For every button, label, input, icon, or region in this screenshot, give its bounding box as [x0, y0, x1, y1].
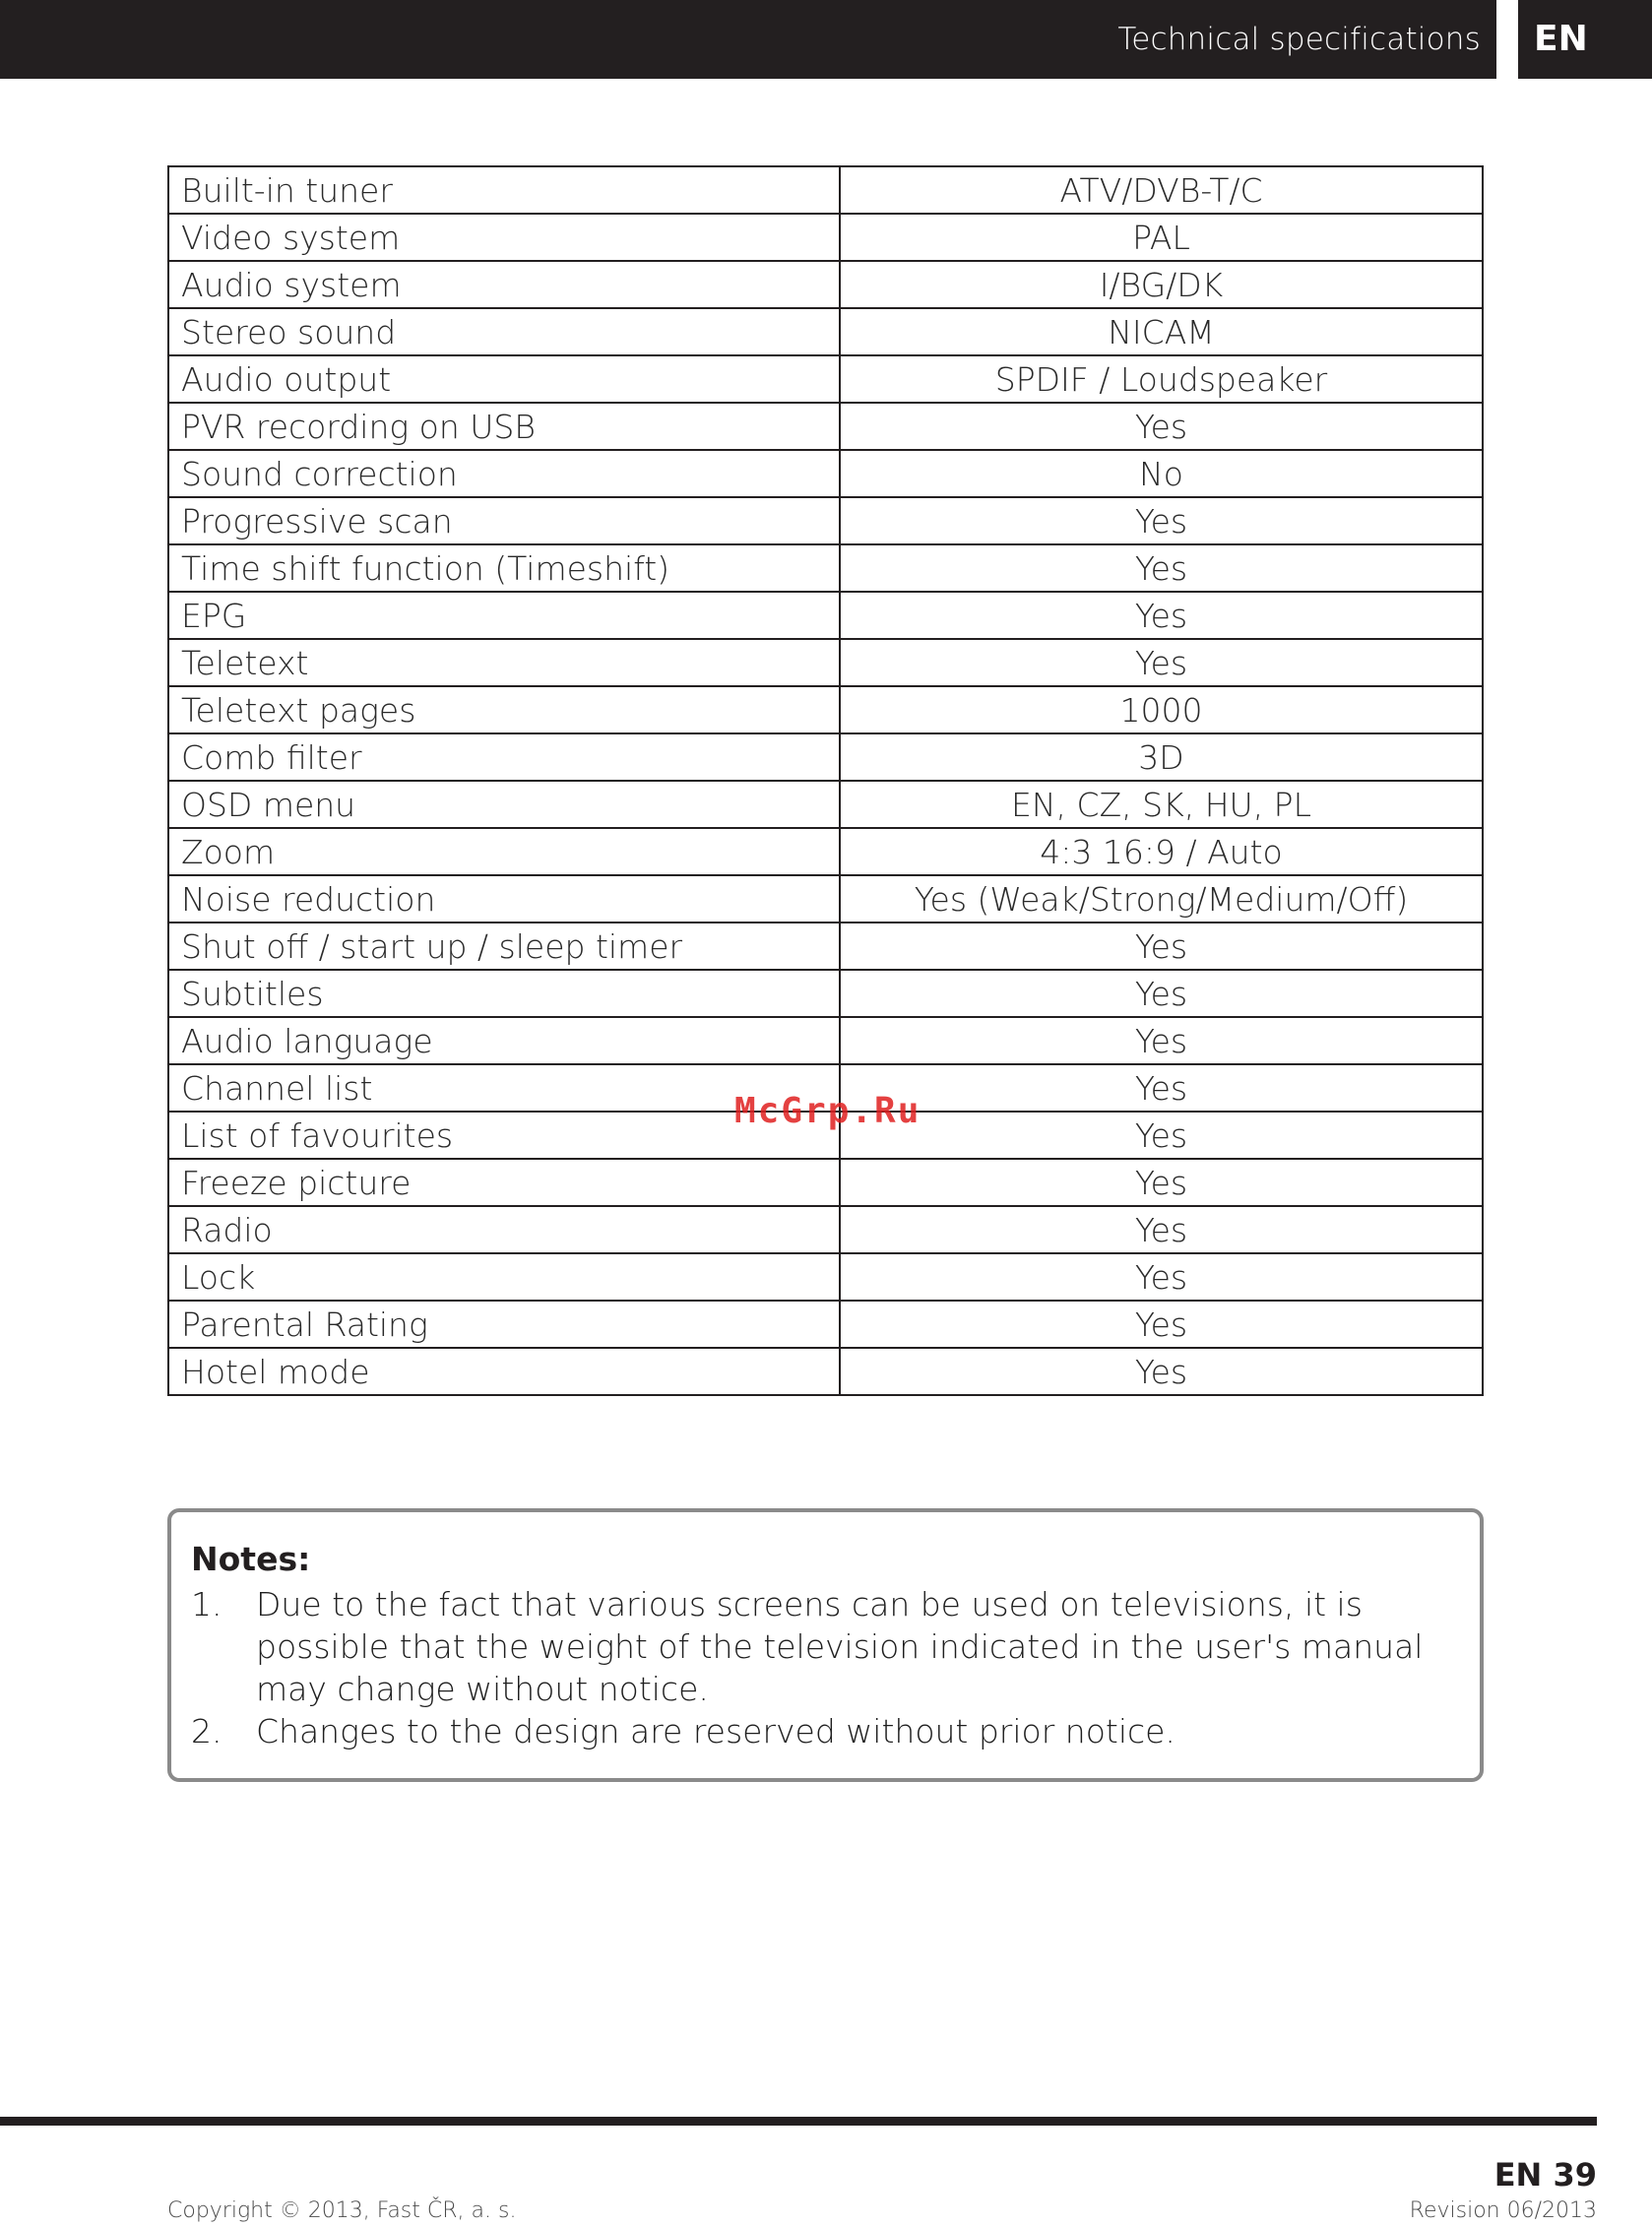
spec-value: PAL [840, 214, 1483, 261]
table-row [168, 308, 1483, 355]
spec-label: Freeze picture [168, 1159, 840, 1206]
watermark: McGrp.Ru [734, 1091, 921, 1131]
notes-box [167, 1508, 1484, 1782]
spec-value: Yes [840, 1112, 1483, 1159]
note-number: 1. [191, 1585, 222, 1623]
spec-label: Noise reduction [168, 875, 840, 923]
spec-label: Teletext [168, 639, 840, 686]
spec-label: Parental Rating [168, 1301, 840, 1348]
table-row [168, 355, 1483, 403]
spec-label: Teletext pages [168, 686, 840, 733]
table-row [168, 828, 1483, 875]
spec-value: Yes [840, 592, 1483, 639]
notes-title: Notes: [191, 1540, 311, 1578]
spec-label: Sound correction [168, 450, 840, 497]
spec-value: Yes [840, 1159, 1483, 1206]
spec-label: Hotel mode [168, 1348, 840, 1395]
table-row [168, 214, 1483, 261]
spec-value: Yes [840, 1301, 1483, 1348]
spec-value: Yes [840, 497, 1483, 544]
spec-value: EN, CZ, SK, HU, PL [840, 781, 1483, 828]
spec-value: 4:3 16:9 / Auto [840, 828, 1483, 875]
language-badge: EN [1518, 0, 1652, 79]
spec-value: ATV/DVB-T/C [840, 166, 1483, 214]
spec-value: 3D [840, 733, 1483, 781]
table-row [168, 1206, 1483, 1253]
spec-label: Video system [168, 214, 840, 261]
spec-label: EPG [168, 592, 840, 639]
spec-value: Yes [840, 1017, 1483, 1064]
spec-table [167, 165, 1484, 1396]
spec-label: Lock [168, 1253, 840, 1301]
spec-value: Yes [840, 403, 1483, 450]
note-number: 2. [191, 1712, 222, 1750]
spec-value: Yes [840, 1206, 1483, 1253]
spec-value: 1000 [840, 686, 1483, 733]
table-row [168, 970, 1483, 1017]
page-number: EN 39 [1493, 2156, 1597, 2194]
spec-label: Stereo sound [168, 308, 840, 355]
spec-label: Shut off / start up / sleep timer [168, 923, 840, 970]
spec-label: Audio system [168, 261, 840, 308]
table-row [168, 1253, 1483, 1301]
table-row [168, 781, 1483, 828]
table-row [168, 403, 1483, 450]
table-row [168, 544, 1483, 592]
spec-label: Audio language [168, 1017, 840, 1064]
table-row [168, 1159, 1483, 1206]
spec-label: Built-in tuner [168, 166, 840, 214]
spec-value: NICAM [840, 308, 1483, 355]
spec-value: Yes [840, 1064, 1483, 1112]
table-row [168, 1017, 1483, 1064]
spec-value: Yes (Weak/Strong/Medium/Off) [840, 875, 1483, 923]
table-row [168, 450, 1483, 497]
note-text: Due to the fact that various screens can be used on televisions, it is possible that the weight of the television indicated in the user's manual may change without notice. [256, 1585, 1424, 1708]
table-row [168, 639, 1483, 686]
table-row [168, 497, 1483, 544]
table-row [168, 686, 1483, 733]
table-row [168, 875, 1483, 923]
table-row [168, 923, 1483, 970]
spec-label: Comb filter [168, 733, 840, 781]
spec-value: Yes [840, 970, 1483, 1017]
spec-label: Zoom [168, 828, 840, 875]
spec-label: PVR recording on USB [168, 403, 840, 450]
spec-label: Time shift function (Timeshift) [168, 544, 840, 592]
table-row [168, 166, 1483, 214]
revision: Revision 06/2013 [1409, 2198, 1597, 2223]
spec-label: List of favourites [168, 1112, 840, 1159]
spec-label: Channel list [168, 1064, 840, 1112]
table-row [168, 1301, 1483, 1348]
spec-value: I/BG/DK [840, 261, 1483, 308]
spec-value: Yes [840, 1348, 1483, 1395]
spec-value: No [840, 450, 1483, 497]
spec-value: Yes [840, 1253, 1483, 1301]
spec-label: Subtitles [168, 970, 840, 1017]
spec-value: Yes [840, 923, 1483, 970]
spec-label: Progressive scan [168, 497, 840, 544]
spec-value: Yes [840, 639, 1483, 686]
footer-rule [0, 2117, 1597, 2126]
table-row [168, 733, 1483, 781]
section-title: Technical specifications [1117, 22, 1481, 57]
spec-value: Yes [840, 544, 1483, 592]
spec-table-body [168, 166, 1483, 1395]
header-bar [0, 0, 1496, 79]
note-text: Changes to the design are reserved without prior notice. [256, 1712, 1175, 1750]
spec-label: OSD menu [168, 781, 840, 828]
copyright: Copyright © 2013, Fast ČR, a. s. [167, 2198, 517, 2223]
spec-label: Radio [168, 1206, 840, 1253]
table-row [168, 592, 1483, 639]
spec-label: Audio output [168, 355, 840, 403]
table-row [168, 1348, 1483, 1395]
table-row [168, 261, 1483, 308]
spec-value: SPDIF / Loudspeaker [840, 355, 1483, 403]
